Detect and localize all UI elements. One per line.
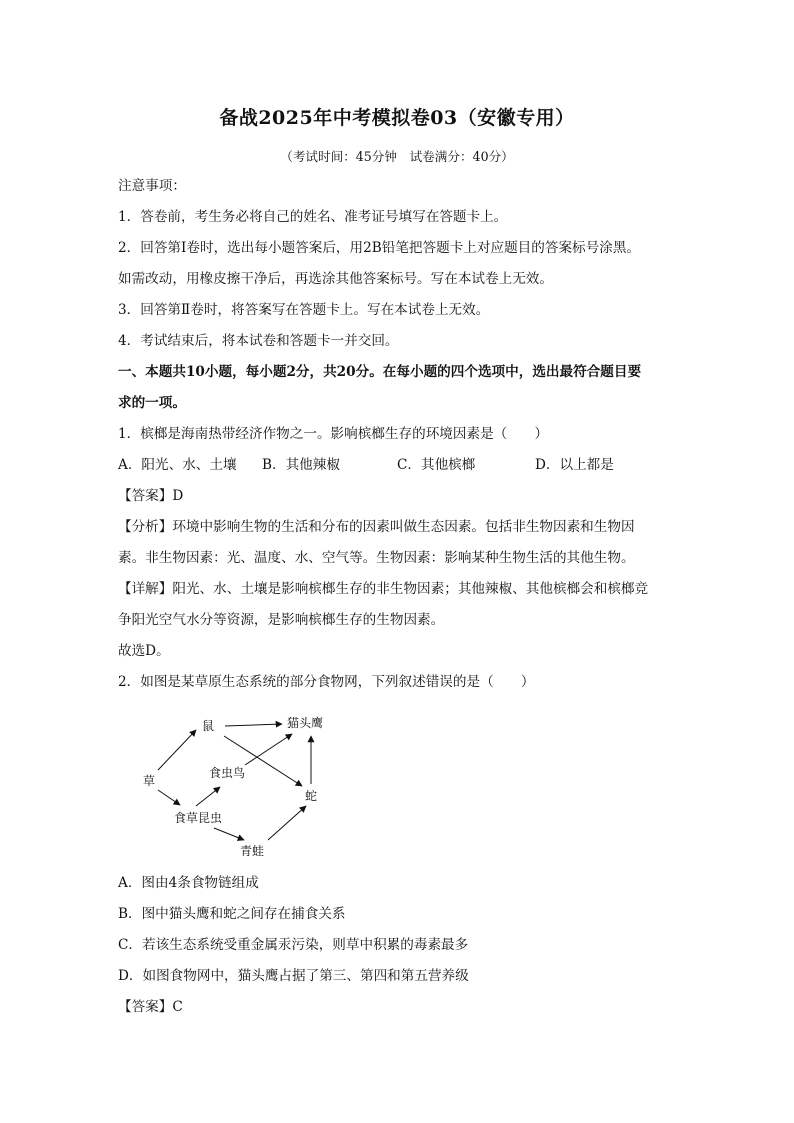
- q2-answer: 【答案】C: [118, 999, 183, 1015]
- q1-analysis: 【分析】环境中影响生物的生活和分布的因素叫做生态因素。包括非生物因素和生物因: [118, 519, 635, 535]
- q2-option-d: D．如图食物网中，猫头鹰占据了第三、第四和第五营养级: [118, 968, 469, 984]
- q2-option-a: A．图由4条食物链组成: [118, 875, 259, 891]
- node-herbivorous-insect: 食草昆虫: [174, 811, 223, 825]
- q1-option-c: C．其他槟榔: [397, 457, 476, 473]
- arrow-bird-owl: [245, 734, 292, 765]
- arrow-mouse-owl: [225, 724, 282, 726]
- q1-detail: 【详解】阳光、水、土壤是影响槟榔生存的非生物因素；其他辣椒、其他槟榔会和槟榔竞: [118, 581, 649, 597]
- notice-item-2: 2．回答第Ⅰ卷时，选出每小题答案后，用2B铅笔把答题卡上对应题目的答案标号涂黑。: [118, 240, 641, 256]
- q2-stem: 2．如图是某草原生态系统的部分食物网，下列叙述错误的是（ ）: [118, 674, 535, 690]
- arrow-frog-snake: [268, 806, 306, 840]
- arrow-grass-insect: [158, 790, 180, 805]
- notice-item-2-cont: 如需改动，用橡皮擦干净后，再选涂其他答案标号。写在本试卷上无效。: [118, 271, 553, 287]
- q1-stem: 1．槟榔是海南热带经济作物之一。影响槟榔生存的环境因素是（ ）: [118, 426, 549, 442]
- q1-detail-cont: 争阳光空气水分等资源，是影响槟榔生存的生物因素。: [118, 612, 445, 628]
- q1-option-d: D．以上都是: [535, 457, 614, 473]
- q1-analysis-cont: 素。非生物因素：光、温度、水、空气等。生物因素：影响某种生物生活的其他生物。: [118, 550, 635, 566]
- exam-info: （考试时间：45分钟 试卷满分：40分）: [280, 149, 514, 164]
- node-owl: 猫头鹰: [287, 716, 324, 730]
- page-title: 备战2025年中考模拟卷03（安徽专用）: [219, 107, 575, 129]
- node-grass: 草: [143, 774, 156, 788]
- notice-item-3: 3．回答第Ⅱ卷时，将答案写在答题卡上。写在本试卷上无效。: [118, 302, 490, 318]
- section-heading-cont: 求的一项。: [118, 395, 186, 411]
- q1-option-b: B．其他辣椒: [262, 457, 340, 473]
- node-snake: 蛇: [305, 789, 318, 803]
- q2-option-b: B．图中猫头鹰和蛇之间存在捕食关系: [118, 906, 346, 922]
- q2-option-c: C．若该生态系统受重金属汞污染，则草中积累的毒素最多: [118, 937, 469, 953]
- node-insectivorous-bird: 食虫鸟: [209, 766, 246, 780]
- arrow-insect-bird: [196, 787, 220, 806]
- q1-answer: 【答案】D: [118, 488, 184, 504]
- notice-item-1: 1．答卷前，考生务必将自己的姓名、准考证号填写在答题卡上。: [118, 209, 508, 225]
- node-frog: 青蛙: [240, 844, 265, 858]
- q1-option-a: A．阳光、水、土壤: [118, 457, 237, 473]
- notice-heading: 注意事项：: [118, 178, 186, 194]
- section-heading: 一、本题共10小题，每小题2分，共20分。在每小题的四个选项中，选出最符合题目要: [118, 364, 642, 380]
- node-mouse: 鼠: [202, 719, 215, 733]
- arrow-grass-mouse: [158, 730, 196, 770]
- q1-conclusion: 故选D。: [118, 643, 170, 659]
- arrow-insect-frog: [214, 828, 244, 840]
- notice-item-4: 4．考试结束后，将本试卷和答题卡一并交回。: [118, 333, 399, 349]
